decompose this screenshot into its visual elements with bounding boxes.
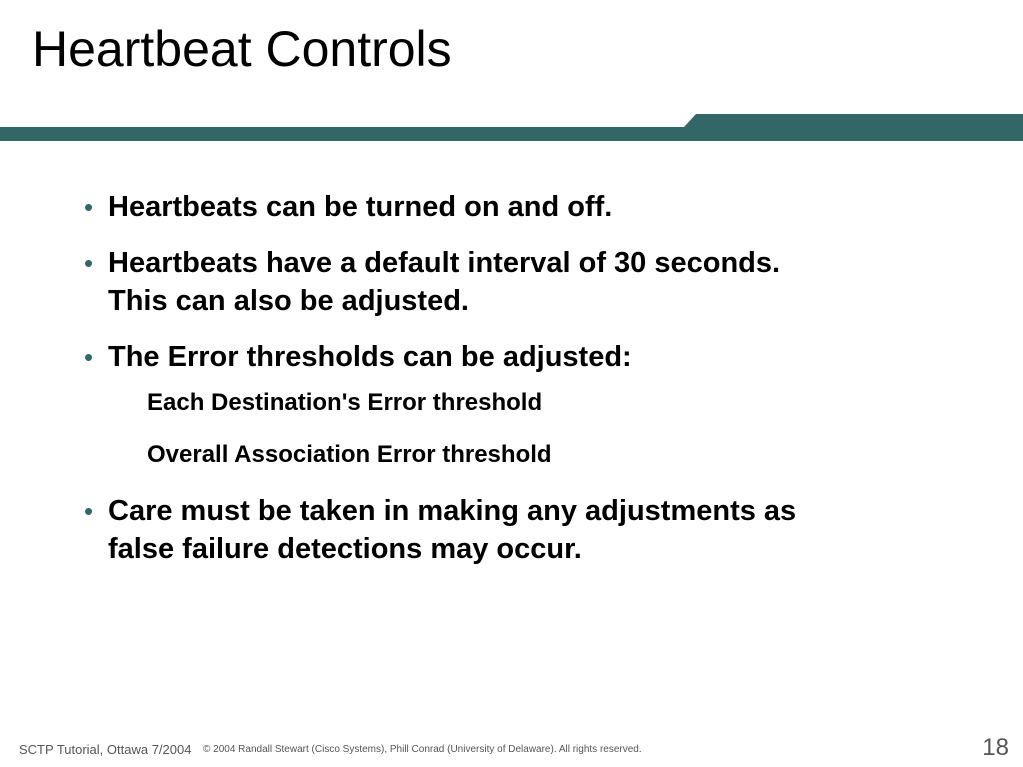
sub-item: Each Destination's Error threshold — [147, 389, 543, 416]
accent-bar-shape — [0, 114, 1023, 141]
bullet-text-line: This can also be adjusted. — [108, 285, 469, 317]
bullet-dot-icon: • — [84, 342, 94, 372]
page-number: 18 — [982, 734, 1009, 761]
bullet-dot-icon: • — [84, 496, 94, 526]
footer-copyright: © 2004 Randall Stewart (Cisco Systems), Phill Conrad (University of Delaware). All rights reserved. — [203, 744, 642, 755]
bullet-text-line: Care must be taken in making any adjustments as — [108, 495, 797, 527]
bullet-text-line: Heartbeats have a default interval of 30 seconds. — [108, 247, 781, 279]
footer-event: SCTP Tutorial, Ottawa 7/2004 — [19, 742, 192, 757]
sub-item: Overall Association Error threshold — [147, 441, 552, 468]
bullet-item — [84, 188, 964, 226]
bullet-item — [84, 338, 964, 376]
bullet-text: The Error thresholds can be adjusted: — [108, 341, 632, 373]
bullet-dot-icon: • — [84, 248, 94, 278]
slide-body — [84, 188, 964, 586]
slide-title: Heartbeat Controls — [32, 21, 452, 77]
bullet-item — [84, 244, 964, 320]
bullet-item — [84, 492, 964, 568]
bullet-text-line: false failure detections may occur. — [108, 533, 582, 565]
bullet-text: Heartbeats can be turned on and off. — [108, 191, 613, 223]
bullet-dot-icon: • — [84, 192, 94, 222]
